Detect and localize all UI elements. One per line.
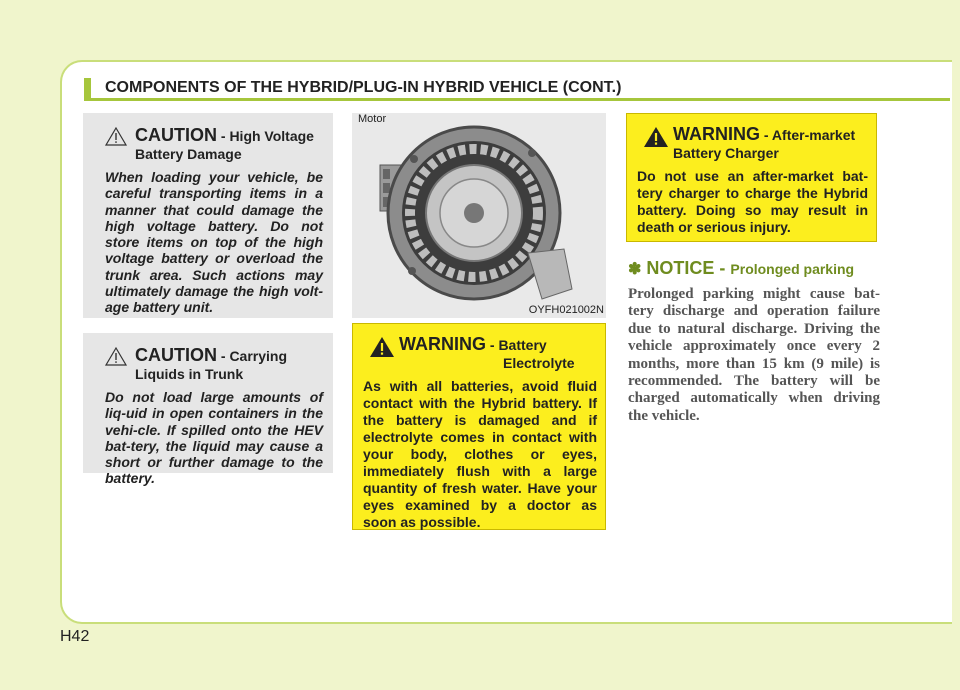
section-header [84,78,950,101]
page-number: H42 [60,628,90,645]
notice-body: Prolonged parking might cause bat-tery discharge and operation failure due to natural discharge. Driving the vehicle approximately once every 2 months, more than 15 km (9 mile) is recommended. The battery will be charged automatically when driving the vehicle. [628,286,880,424]
caution-subtitle: - Carrying [217,348,288,364]
caution-heading [105,345,323,383]
warning-heading [363,334,597,372]
caution-triangle-icon [105,347,127,366]
figure-code: OYFH021002N [528,304,604,316]
caution-subtitle-line2: Battery Damage [135,146,242,162]
warning-triangle-icon [369,336,395,358]
notice-label: NOTICE - [641,258,731,278]
caution-subtitle-line2: Liquids in Trunk [135,366,244,382]
section-title: COMPONENTS OF THE HYBRID/PLUG-IN HYBRID VEHICLE (CONT.) [105,79,622,96]
notice-star-icon: ✽ [628,261,642,278]
warning-subtitle-line2: Electrolyte [503,355,575,371]
warning-heading [637,124,868,162]
caution-label: CAUTION [135,345,217,365]
caution-heading [105,125,323,163]
figure-label: Motor [358,113,387,125]
caution-body: Do not load large amounts of liq-uid in open containers in the vehi-cle. If spilled onto the HEV bat-tery, the liquid may cause a short or further damage to the battery. [105,389,323,487]
caution-subtitle: - High Voltage [217,128,314,144]
header-accent-bar [84,78,91,98]
caution-label: CAUTION [135,125,217,145]
warning-body: As with all batteries, avoid fluid contact with the Hybrid battery. If the battery is damaged and if electrolyte comes in contact with your body, clothes or eyes, immediately flush with a large quantity of fresh water. Have your eyes examined by a doctor as soon as possible. [363,378,597,530]
warning-subtitle: - After-market [760,127,856,143]
warning-triangle-icon [643,126,669,148]
warning-electrolyte-box [352,323,606,530]
warning-label: WARNING [673,124,760,144]
caution-triangle-icon [105,127,127,146]
caution-high-voltage-box [83,113,333,318]
warning-label: WARNING [399,334,486,354]
warning-body: Do not use an after-market bat-tery charger to charge the Hybrid battery. Doing so may result in death or serious injury. [637,168,868,235]
warning-charger-box [626,113,877,242]
warning-subtitle: - Battery [486,337,547,353]
warning-subtitle-line2: Battery Charger [673,145,779,161]
caution-liquids-box [83,333,333,487]
notice-heading [628,258,854,279]
caution-body: When loading your vehicle, be careful transporting items in a manner that could damage the high voltage battery. Do not store items on top of the high voltage battery or overload the trunk area. Such actions may ultimately damage the high volt-age battery unit. [105,169,323,316]
motor-illustration [352,113,606,318]
motor-figure [352,113,606,318]
notice-subtitle: Prolonged parking [730,261,855,277]
